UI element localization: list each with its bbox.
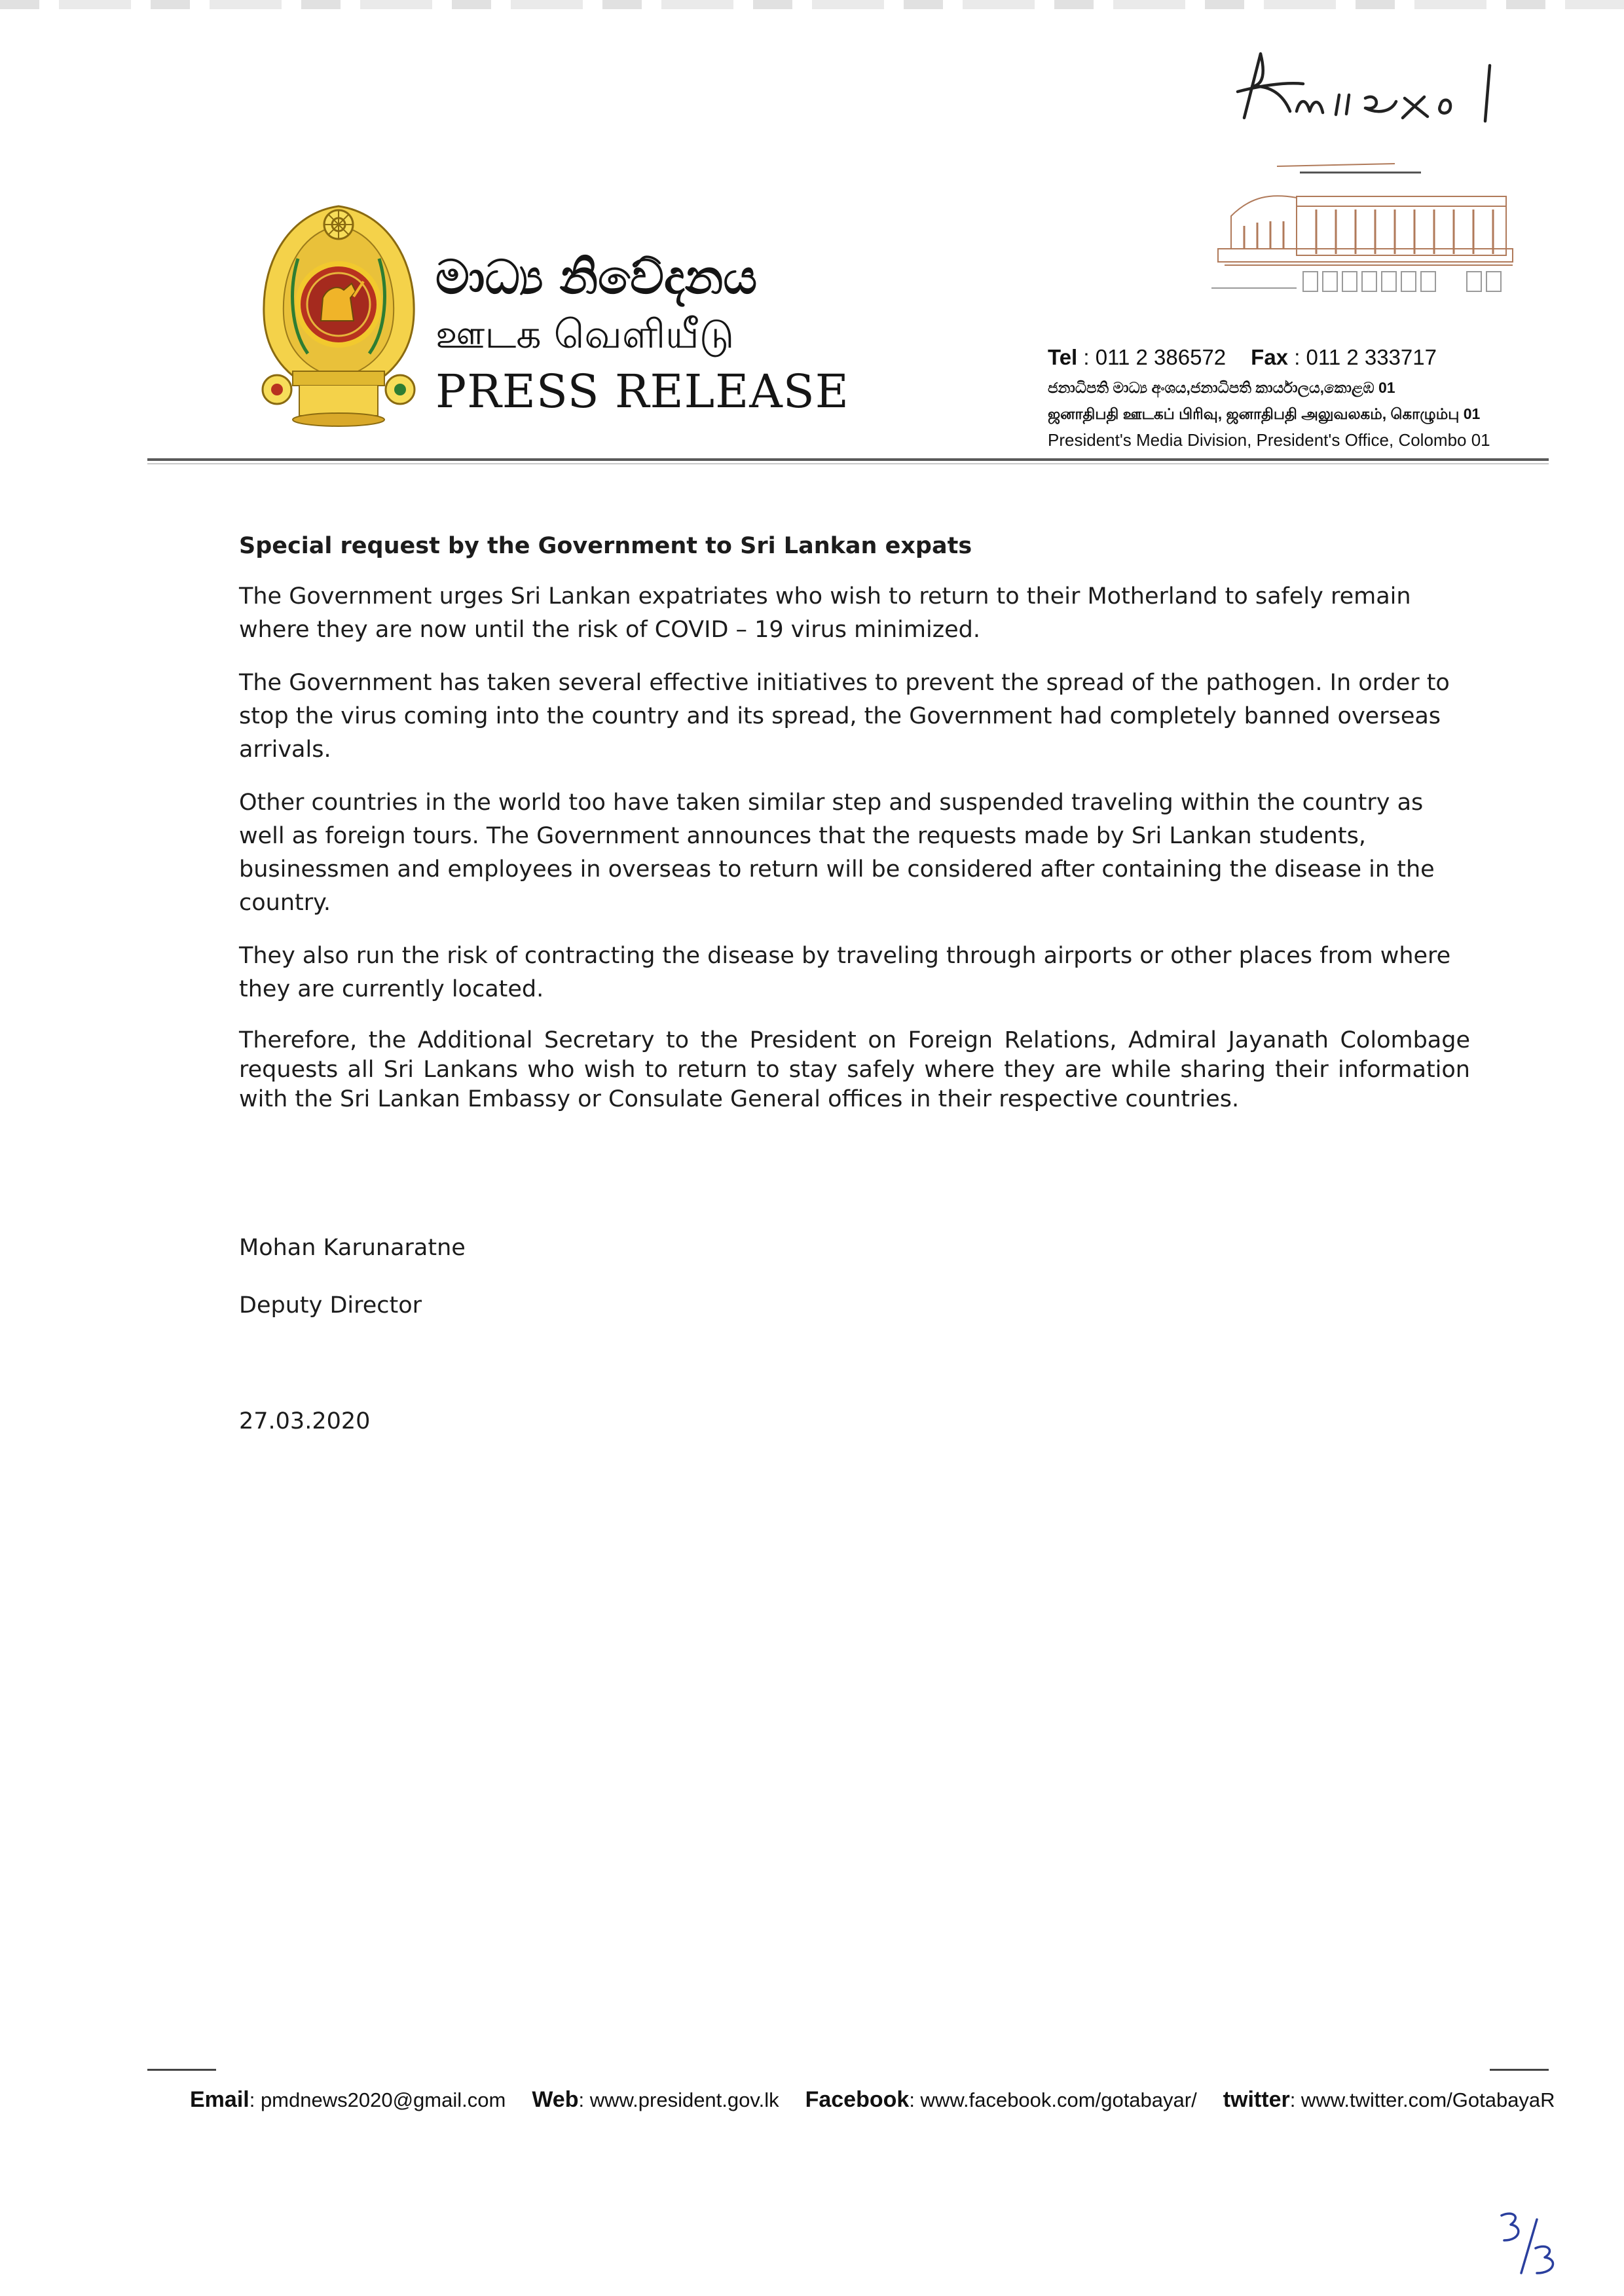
header-divider	[147, 458, 1549, 461]
presidential-secretariat-building-illustration	[1205, 157, 1519, 334]
title-sinhala: මාධ්‍ය නිවේදනය	[435, 249, 758, 304]
web-label: Web	[532, 2087, 579, 2112]
facebook-value: : www.facebook.com/gotabayar/	[909, 2088, 1197, 2111]
fax-label: Fax	[1251, 345, 1289, 369]
fax-value: : 011 2 333717	[1294, 345, 1437, 369]
title-english: PRESS RELEASE	[435, 365, 849, 418]
paragraph: Therefore, the Additional Secretary to the President on Foreign Relations, Admiral Jayanath Colombage requests all Sri Lankans who wish to return to stay safely where they are while sharing their information with the Sri Lankan Embassy or Consulate General offices in their respective countries.	[239, 1027, 1470, 1112]
twitter-label: twitter	[1223, 2087, 1290, 2112]
facebook-label: Facebook	[805, 2087, 910, 2112]
footer-rule-right	[1490, 2069, 1549, 2071]
tel-fax-line	[1048, 340, 1519, 374]
address-english: President's Media Division, President's Office, Colombo 01	[1048, 430, 1490, 450]
paragraph: Other countries in the world too have taken similar step and suspended traveling within the country as well as foreign tours. The Government announces that the requests made by Sri Lankan students, businessmen and employees in overseas to return will be considered after containing the disease in the country.	[239, 790, 1435, 916]
email-label: Email	[190, 2087, 249, 2112]
address-tamil: ஜனாதிபதி ஊடகப் பிரிவு, ஜனாதிபதி அலுவலகம், கொழும்பு 01	[1048, 405, 1481, 422]
footer-rule-left	[147, 2069, 216, 2071]
handwritten-page-marker	[1490, 2208, 1568, 2280]
release-date: 27.03.2020	[239, 1408, 371, 1434]
sri-lanka-emblem-logo	[252, 200, 426, 429]
scan-artifact-line	[0, 0, 1624, 9]
paragraph: The Government has taken several effective initiatives to prevent the spread of the pathogen. In order to stop the virus coming into the country and its spread, the Government had completely banned overseas arrivals.	[239, 670, 1450, 763]
signatory-name: Mohan Karunaratne	[239, 1235, 466, 1261]
tel-label: Tel	[1048, 345, 1078, 369]
press-release-body	[239, 529, 1470, 1134]
paragraph: The Government urges Sri Lankan expatriates who wish to return to their Motherland to safely remain where they are now until the risk of COVID – 19 virus minimized.	[239, 583, 1411, 643]
handwritten-annex-note	[1225, 46, 1526, 137]
footer-contacts	[190, 2083, 1555, 2117]
title-tamil: ஊடக வெளியீடு	[435, 312, 735, 357]
address-sinhala: ජනාධිපති මාධ්‍ය අංශය,ජනාධිපති කාර්යාලය,කොළඹ 01	[1048, 379, 1395, 396]
headline: Special request by the Government to Sri Lankan expats	[239, 533, 972, 559]
paragraph: They also run the risk of contracting the disease by traveling through airports or other places from where they are currently located.	[239, 943, 1451, 1002]
contact-block	[1048, 340, 1519, 453]
twitter-value: : www.twitter.com/GotabayaR	[1289, 2088, 1555, 2111]
press-release-title	[435, 246, 933, 423]
web-value: : www.president.gov.lk	[578, 2088, 779, 2111]
signature-block	[239, 1231, 828, 1322]
signatory-title: Deputy Director	[239, 1292, 422, 1319]
tel-value: : 011 2 386572	[1083, 345, 1227, 369]
email-value: : pmdnews2020@gmail.com	[249, 2088, 506, 2111]
